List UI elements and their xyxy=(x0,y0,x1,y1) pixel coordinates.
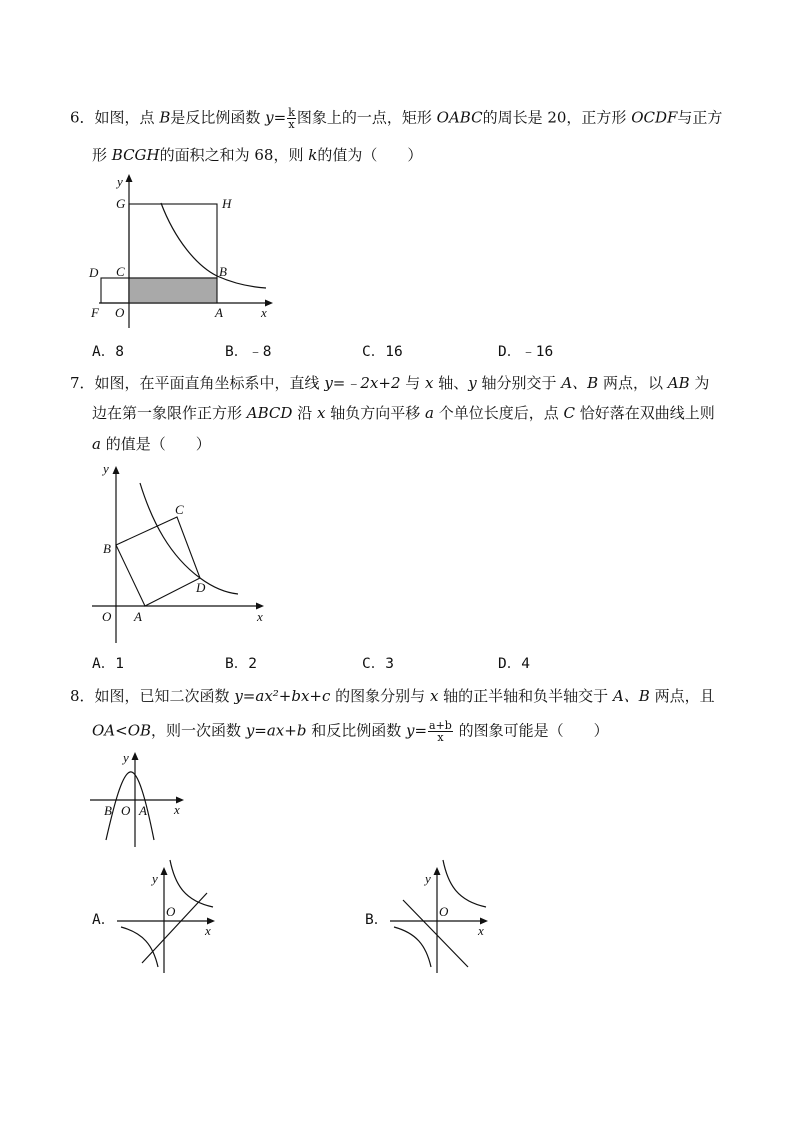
svg-text:C: C xyxy=(116,264,125,279)
svg-text:y: y xyxy=(103,461,109,476)
svg-text:G: G xyxy=(116,196,126,211)
q6-figure xyxy=(85,170,285,330)
q8-fraction: $\frac{a+b}{x}$ xyxy=(429,719,452,744)
q6-y-arrow xyxy=(126,174,133,182)
q8-option-b-label[interactable]: B． xyxy=(365,912,389,928)
svg-text:x: x xyxy=(257,609,263,624)
svg-text:y: y xyxy=(123,750,129,765)
svg-text:O: O xyxy=(439,904,449,919)
q7-number: 7． xyxy=(70,374,95,392)
svg-text:A: A xyxy=(139,803,147,818)
q7-hyperbola xyxy=(140,483,238,594)
svg-text:x: x xyxy=(174,802,180,817)
svg-text:A: A xyxy=(134,609,142,624)
q8-number: 8． xyxy=(70,687,95,705)
q6-option-c[interactable]: C．16 xyxy=(362,344,403,360)
q8-y-arrow xyxy=(132,752,139,760)
svg-text:B: B xyxy=(219,264,227,279)
q8-option-a-figure[interactable] xyxy=(115,855,225,975)
svg-text:H: H xyxy=(222,196,232,211)
q8-parabola-figure xyxy=(88,750,188,850)
svg-text:x: x xyxy=(205,923,211,938)
svg-text:x: x xyxy=(261,305,267,320)
svg-text:D: D xyxy=(196,580,206,595)
svg-text:x: x xyxy=(478,923,484,938)
q6-hyperbola xyxy=(161,203,266,288)
q7-line2: 边在第一象限作正方形 ABCD 沿 x 轴负方向平移 a 个单位长度后，点 C 恰好落在双曲线上则 xyxy=(92,404,715,422)
svg-text:C: C xyxy=(175,502,184,517)
q6-line2: 形 BCGH的面积之和为 68，则 k的值为（ ） xyxy=(92,146,423,164)
q6-option-b[interactable]: B．﹣8 xyxy=(225,344,272,360)
svg-text:D: D xyxy=(89,265,99,280)
q7-square-abcd xyxy=(116,517,200,606)
svg-text:O: O xyxy=(166,904,176,919)
svg-text:y: y xyxy=(425,871,431,886)
svg-text:A: A xyxy=(215,305,223,320)
q6-square-ocdf xyxy=(101,278,129,303)
q6-rect-oabc xyxy=(129,278,217,303)
svg-text:y: y xyxy=(152,871,158,886)
svg-text:O: O xyxy=(115,305,125,320)
q6-number: 6． xyxy=(70,108,95,127)
q7-option-b[interactable]: B．2 xyxy=(225,656,257,672)
q7-line3: a 的值是（ ） xyxy=(92,435,211,453)
q7-line1: 7．如图，在平面直角坐标系中，直线 y=﹣2x+2 与 x 轴、y 轴分别交于 A、B 两点，以 AB 为 xyxy=(70,374,710,392)
svg-text:B: B xyxy=(103,541,111,556)
q7-option-c[interactable]: C．3 xyxy=(362,656,394,672)
q6-option-d[interactable]: D．﹣16 xyxy=(498,344,554,360)
q6-line1: 6．如图，点 B是反比例函数 y= $\frac{k}{x}$ 图象上的一点，矩形 OABC的周长是 20，正方形 OCDF与正方 xyxy=(70,106,723,131)
q8-option-a-label[interactable]: A． xyxy=(92,912,116,928)
q8-line1: 8．如图，已知二次函数 y=ax²+bx+c 的图象分别与 x 轴的正半轴和负半轴交于 A、B 两点，且 xyxy=(70,687,715,705)
q7-option-a[interactable]: A．1 xyxy=(92,656,124,672)
q8-option-b-figure[interactable] xyxy=(388,855,498,975)
svg-text:F: F xyxy=(91,305,99,320)
q6-fraction: $\frac{k}{x}$ xyxy=(288,106,295,131)
q7-figure xyxy=(90,460,280,645)
svg-text:O: O xyxy=(102,609,112,624)
svg-text:O: O xyxy=(121,803,131,818)
q7-option-d[interactable]: D．4 xyxy=(498,656,530,672)
q8-line2: OA<OB，则一次函数 y=ax+b 和反比例函数 y= $\frac{a+b}{x}$ 的图象可能是（ ） xyxy=(92,719,609,744)
q6-option-a[interactable]: A．8 xyxy=(92,344,124,360)
svg-text:y: y xyxy=(117,174,123,189)
svg-text:B: B xyxy=(104,803,112,818)
q7-y-arrow xyxy=(113,466,120,474)
